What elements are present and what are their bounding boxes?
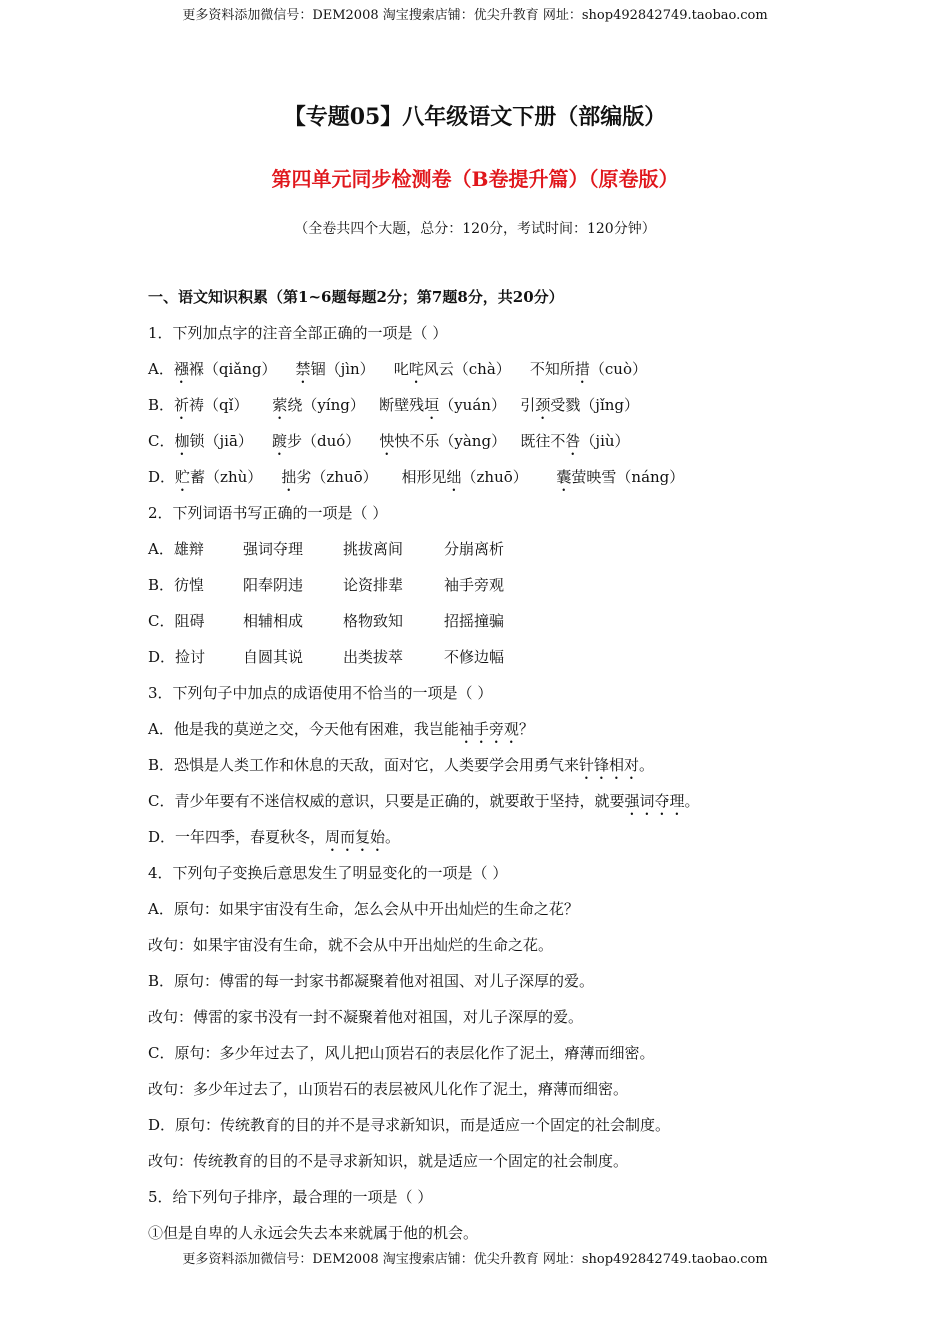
question-4-line: B．原句：傅雷的每一封家书都凝聚着他对祖国、对儿子深厚的爱。: [148, 972, 595, 990]
question-1-option-a: A．襁褓（qiǎng） 禁锢（jìn） 叱咤风云（chà） 不知所措（cuò）: [148, 360, 647, 378]
page-footer: 更多资料添加微信号：DEM2008 淘宝搜索店铺：优尖升教育 网址：shop492842749.taobao.com: [182, 1252, 768, 1267]
question-4-line: D．原句：传统教育的目的并不是寻求新知识，而是适应一个固定的社会制度。: [148, 1116, 671, 1134]
question-5-stem: 5．给下列句子排序，最合理的一项是（ ）: [148, 1188, 433, 1206]
question-2-stem: 2．下列词语书写正确的一项是（ ）: [148, 504, 388, 522]
question-3-stem: 3．下列句子中加点的成语使用不恰当的一项是（ ）: [148, 684, 493, 702]
question-1-stem: 1．下列加点字的注音全部正确的一项是（ ）: [148, 324, 448, 342]
question-1-option-c: C．枷锁（jiā） 踱步（duó） 怏怏不乐（yàng） 既往不咎（jiù）: [148, 432, 630, 450]
question-4-stem: 4．下列句子变换后意思发生了明显变化的一项是（ ）: [148, 864, 508, 882]
question-2-option-b: B．彷惶 阳奉阴违 论资排辈 袖手旁观: [148, 576, 505, 594]
exam-note: （全卷共四个大题，总分：120分，考试时间：120分钟）: [294, 221, 656, 237]
question-4-line: A．原句：如果宇宙没有生命，怎么会从中开出灿烂的生命之花？: [148, 900, 579, 918]
question-4-line: 改句：傅雷的家书没有一封不凝聚着他对祖国，对儿子深厚的爱。: [148, 1008, 584, 1026]
page-subtitle: 第四单元同步检测卷（B卷提升篇）（原卷版）: [271, 167, 679, 191]
question-3-option-d: D．一年四季，春夏秋冬，周而复始。: [148, 828, 401, 846]
question-4-line: 改句：如果宇宙没有生命，就不会从中开出灿烂的生命之花。: [148, 936, 554, 954]
question-1-option-d: D．贮蓄（zhù） 拙劣（zhuō） 相形见绌（zhuō） 囊萤映雪（náng）: [148, 468, 685, 486]
question-1-option-b: B．祈祷（qǐ） 萦绕（yíng） 断壁残垣（yuán） 引颈受戮（jǐng）: [148, 396, 640, 414]
question-4-line: 改句：多少年过去了，山顶岩石的表层被风儿化作了泥土，瘠薄而细密。: [148, 1080, 629, 1098]
question-4-line: C．原句：多少年过去了，风儿把山顶岩石的表层化作了泥土，瘠薄而细密。: [148, 1044, 655, 1062]
page-header: 更多资料添加微信号：DEM2008 淘宝搜索店铺：优尖升教育 网址：shop492842749.taobao.com: [182, 8, 768, 23]
page-title: 【专题05】八年级语文下册（部编版）: [283, 104, 667, 130]
exam-content: [148, 287, 808, 1259]
question-3-option-a: A．他是我的莫逆之交，今天他有困难，我岂能袖手旁观？: [148, 720, 534, 738]
question-2-option-c: C．阻碍 相辅相成 格物致知 招摇撞骗: [148, 612, 505, 630]
question-2-option-a: A．雄辩 强词夺理 挑拔离间 分崩离析: [148, 540, 505, 558]
section-heading: 一、语文知识积累（第1~6题每题2分；第7题8分，共20分）: [148, 288, 564, 306]
question-4-line: 改句：传统教育的目的不是寻求新知识，就是适应一个固定的社会制度。: [148, 1152, 629, 1170]
question-3-option-c: C．青少年要有不迷信权威的意识，只要是正确的，就要敢于坚持，就要强词夺理。: [148, 792, 700, 810]
question-5-sentence: ①但是自卑的人永远会失去本来就属于他的机会。: [148, 1224, 479, 1242]
question-2-option-d: D．捡讨 自圆其说 出类拔萃 不修边幅: [148, 648, 505, 666]
question-3-option-b: B．恐惧是人类工作和休息的天敌，面对它，人类要学会用勇气来针锋相对。: [148, 756, 655, 774]
